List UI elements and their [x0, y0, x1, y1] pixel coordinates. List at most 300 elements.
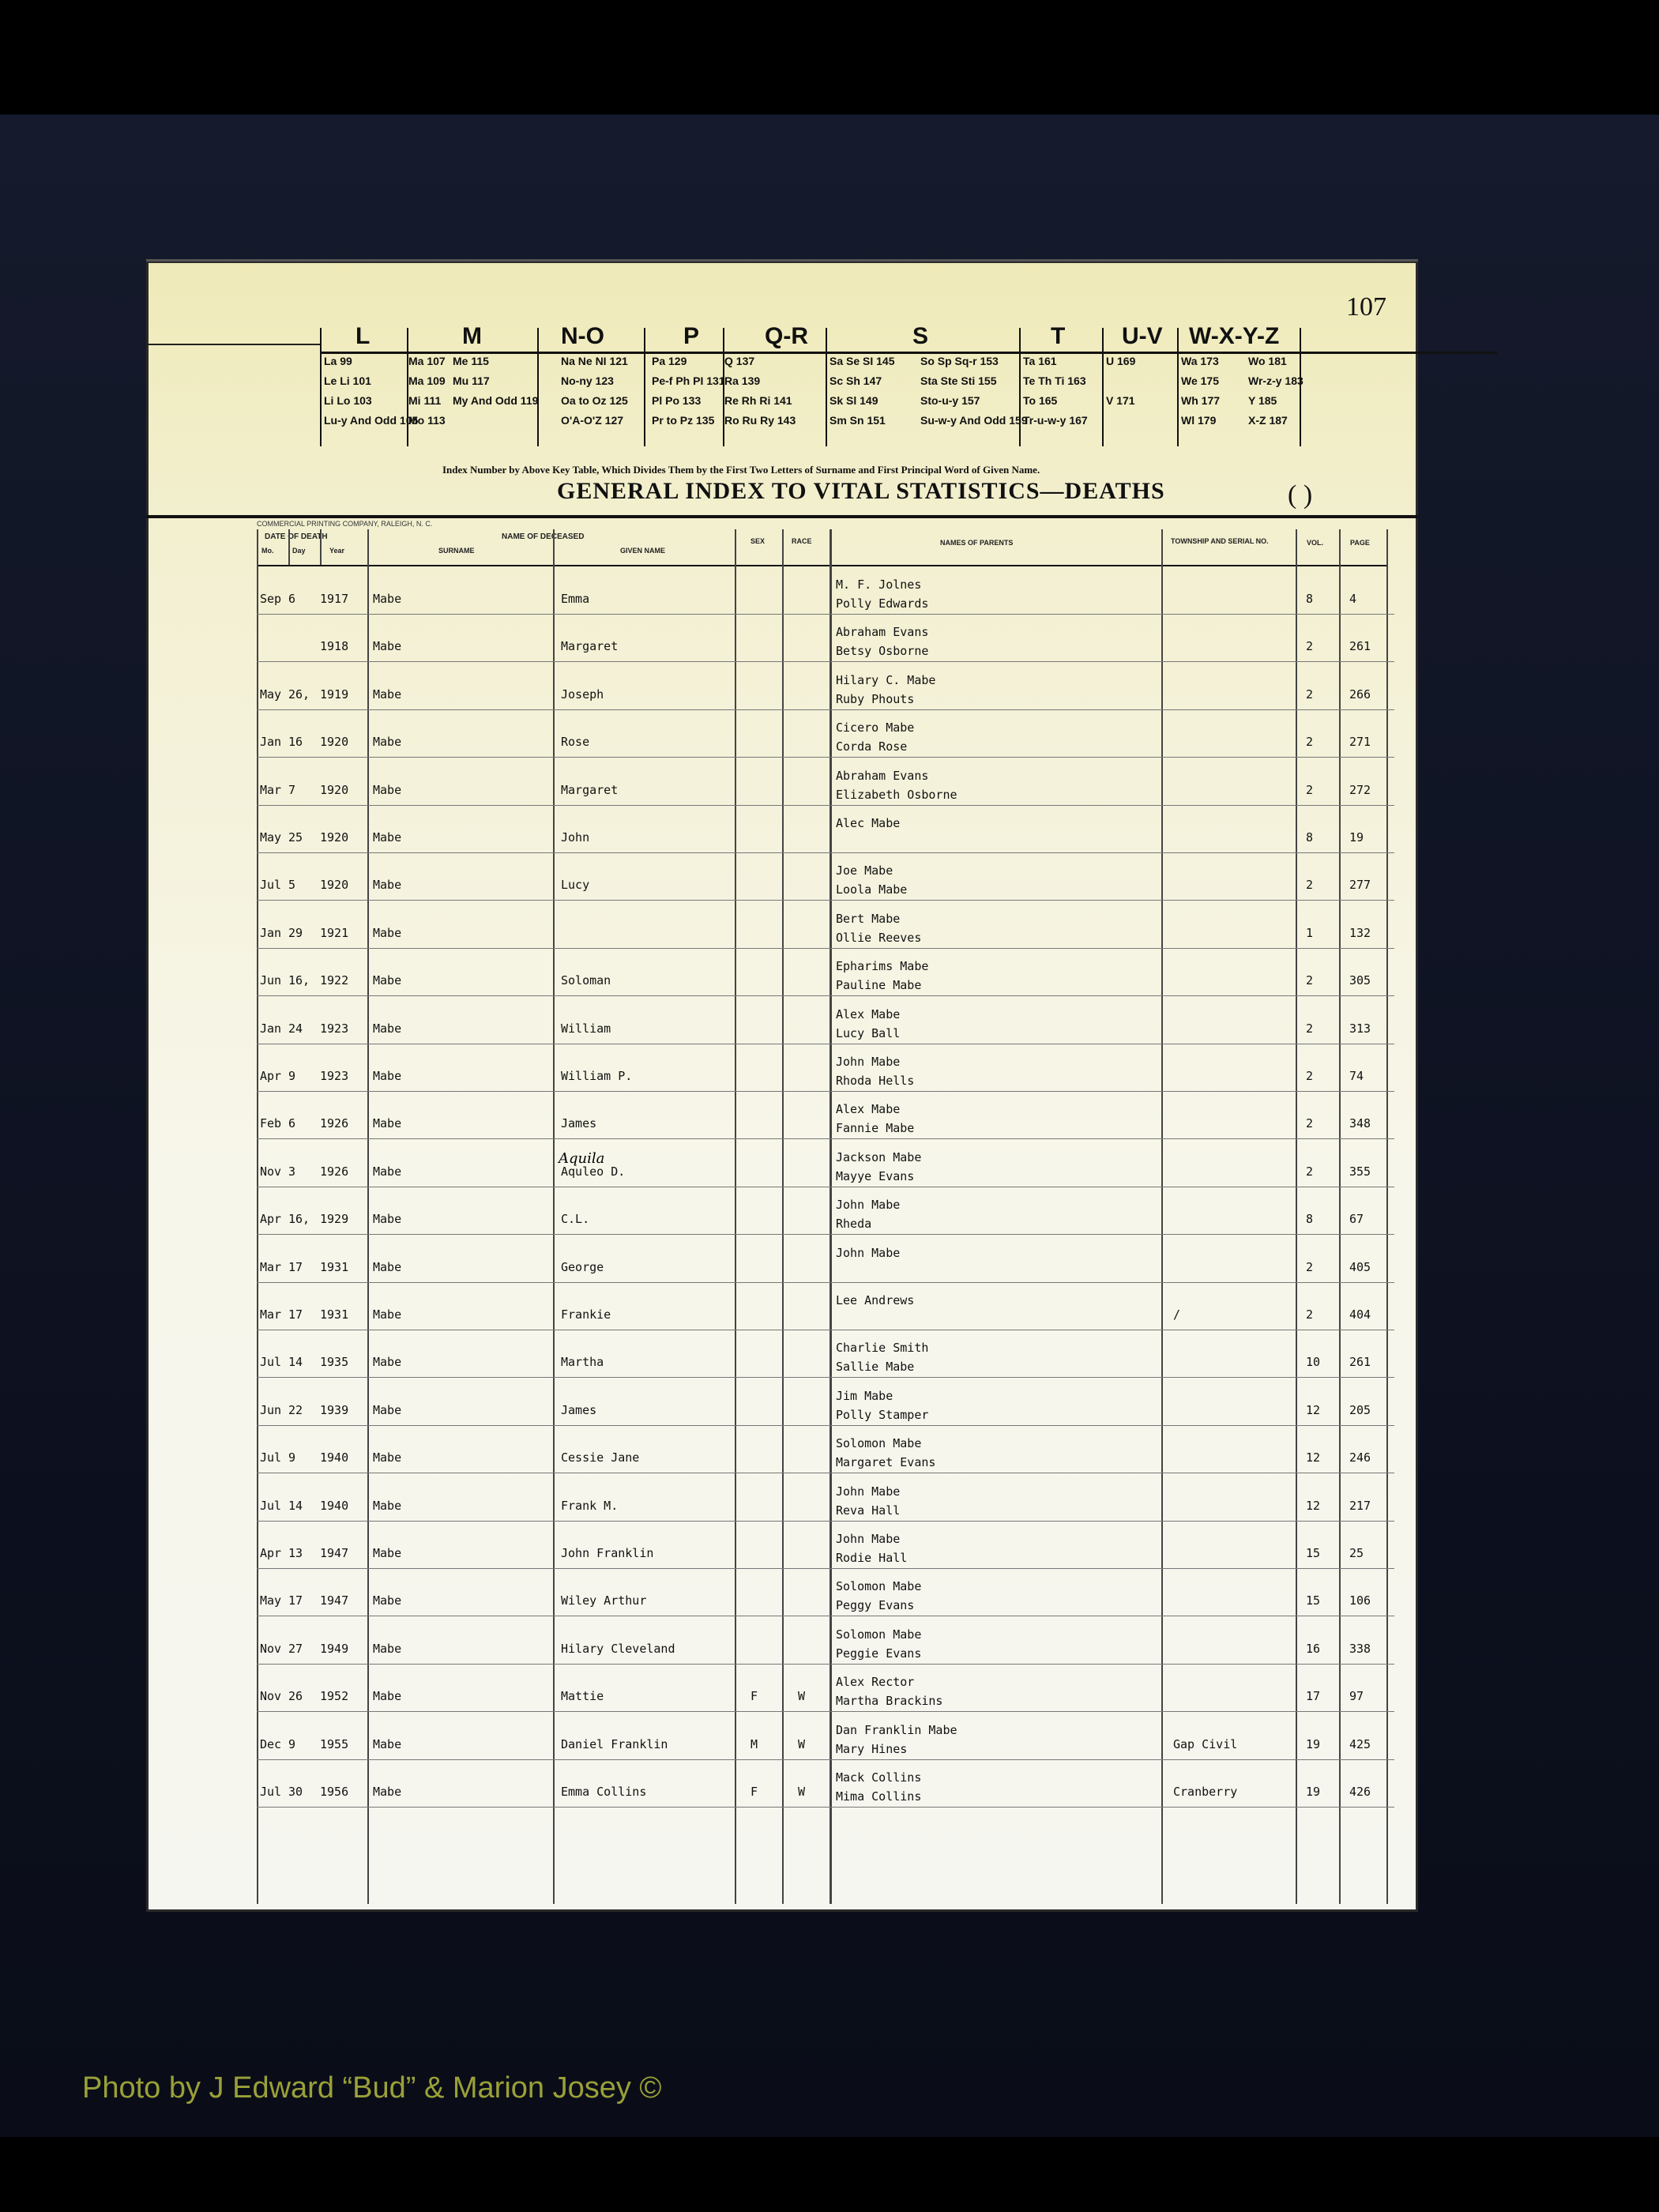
key-cell: Sm Sn 151 [830, 414, 886, 427]
cell-given: James [561, 1116, 597, 1131]
cell-given: Martha [561, 1355, 604, 1370]
key-cell: Wa 173 [1181, 355, 1219, 367]
cell-given: Lucy [561, 878, 590, 893]
header-date [257, 529, 367, 566]
table-row [257, 566, 1394, 615]
cell-given: William P. [561, 1069, 633, 1083]
cell-vol: 12 [1306, 1450, 1321, 1465]
cell-township: Cranberry [1173, 1785, 1238, 1799]
cell-page: 205 [1349, 1402, 1371, 1417]
cell-surname: Mabe [373, 1736, 402, 1751]
cell-parent2: Ollie Reeves [836, 930, 922, 945]
cell-parent1: Hilary C. Mabe [836, 672, 936, 687]
key-cell: Wr-z-y 183 [1248, 374, 1304, 387]
cell-parent1: Abraham Evans [836, 768, 929, 783]
cell-vol: 2 [1306, 973, 1314, 988]
cell-day: 25 [288, 830, 303, 845]
cell-township: / [1173, 1307, 1181, 1322]
cell-parent2: Rodie Hall [836, 1551, 908, 1565]
cell-year: 1947 [320, 1593, 349, 1608]
cell-mo: Jul [260, 1785, 282, 1799]
cell-day: 22 [288, 1402, 303, 1417]
cell-mo: Jul [260, 1355, 282, 1370]
cell-day: 6 [288, 592, 296, 606]
cell-year: 1939 [320, 1402, 349, 1417]
page-number: 107 [1346, 292, 1386, 322]
key-cell: U 169 [1106, 355, 1136, 367]
cell-parent1: Mack Collins [836, 1770, 922, 1785]
key-cell: We 175 [1181, 374, 1219, 387]
key-row [320, 355, 1497, 374]
cell-surname: Mabe [373, 1116, 402, 1131]
cell-page: 338 [1349, 1641, 1371, 1656]
cell-vol: 2 [1306, 1116, 1314, 1131]
cell-mo: Nov [260, 1641, 282, 1656]
header-vol-label: VOL. [1307, 539, 1324, 547]
cell-day: 26 [288, 1689, 303, 1704]
cell-surname: Mabe [373, 1593, 402, 1608]
key-row [320, 414, 1497, 433]
cell-surname: Mabe [373, 1021, 402, 1036]
cell-parent2: Pauline Mabe [836, 978, 922, 993]
cell-vol: 16 [1306, 1641, 1321, 1656]
table-row [257, 1330, 1394, 1378]
cell-mo: Mar [260, 1259, 282, 1274]
cell-surname: Mabe [373, 639, 402, 654]
key-cell: Sto-u-y 157 [920, 394, 980, 407]
cell-day: 17 [288, 1593, 303, 1608]
key-cell: My And Odd 119 [453, 394, 539, 407]
header-page-label: PAGE [1350, 539, 1370, 547]
header-given: GIVEN NAME [620, 547, 666, 555]
cell-given: George [561, 1259, 604, 1274]
cell-race: W [798, 1689, 806, 1704]
index-instruction: Index Number by Above Key Table, Which Divides Them by the First Two Letters of Surname and First Principal Word of Given Name. [442, 464, 1040, 476]
cell-given: Daniel Franklin [561, 1736, 668, 1751]
cell-day: 14 [288, 1498, 303, 1513]
cell-surname: Mabe [373, 1641, 402, 1656]
cell-surname: Mabe [373, 878, 402, 893]
cell-parent2: Margaret Evans [836, 1455, 936, 1470]
cell-page: 74 [1349, 1069, 1364, 1083]
cell-surname: Mabe [373, 1402, 402, 1417]
table-row [257, 758, 1394, 806]
key-row [320, 374, 1497, 393]
cell-mo: Jan [260, 1021, 282, 1036]
cell-page: 405 [1349, 1259, 1371, 1274]
cell-given: Hilary Cleveland [561, 1641, 675, 1656]
cell-surname: Mabe [373, 1785, 402, 1799]
cell-parent2: Ruby Phouts [836, 691, 915, 706]
key-cell: Mi 111 [408, 394, 442, 407]
cell-vol: 2 [1306, 735, 1314, 750]
cell-given: Emma Collins [561, 1785, 647, 1799]
cell-mo: Jan [260, 925, 282, 940]
key-cell: Mu 117 [453, 374, 490, 387]
cell-parent2: Mayye Evans [836, 1168, 915, 1183]
header-vol [1296, 529, 1339, 566]
title-rule [146, 515, 1418, 518]
header-year: Year [329, 547, 345, 555]
cell-surname: Mabe [373, 830, 402, 845]
table-row [257, 1568, 1394, 1616]
cell-day: 17 [288, 1307, 303, 1322]
header-surname: SURNAME [438, 547, 475, 555]
key-cell: So Sp Sq-r 153 [920, 355, 999, 367]
cell-day: 9 [288, 1736, 296, 1751]
cell-vol: 2 [1306, 878, 1314, 893]
key-letter: M [462, 323, 482, 349]
cell-parent2: Mima Collins [836, 1789, 922, 1804]
cell-page: 425 [1349, 1736, 1371, 1751]
key-cell: Sa Se SI 145 [830, 355, 895, 367]
cell-surname: Mabe [373, 1355, 402, 1370]
cell-parent1: Solomon Mabe [836, 1579, 922, 1594]
table-row [257, 1044, 1394, 1092]
cell-vol: 2 [1306, 1164, 1314, 1179]
cell-parent1: Bert Mabe [836, 911, 901, 926]
cell-parent2: Betsy Osborne [836, 644, 929, 659]
cell-mo: Mar [260, 1307, 282, 1322]
cell-year: 1929 [320, 1212, 349, 1227]
cell-year: 1940 [320, 1498, 349, 1513]
cell-vol: 8 [1306, 592, 1314, 606]
cell-parent2: Sallie Mabe [836, 1360, 915, 1375]
printer-imprint: COMMERCIAL PRINTING COMPANY, RALEIGH, N. C. [257, 520, 433, 528]
cell-surname: Mabe [373, 1498, 402, 1513]
cell-parent1: Dan Franklin Mabe [836, 1722, 957, 1737]
cell-mo: Dec [260, 1736, 282, 1751]
key-cell: Oa to Oz 125 [561, 394, 628, 407]
key-cell: To 165 [1023, 394, 1058, 407]
cell-given: C.L. [561, 1212, 590, 1227]
key-cell: Pa 129 [652, 355, 687, 367]
cell-parent2: Mary Hines [836, 1741, 908, 1756]
cell-vol: 8 [1306, 830, 1314, 845]
cell-surname: Mabe [373, 782, 402, 797]
key-cell: Su-w-y And Odd 159 [920, 414, 1028, 427]
header-page [1339, 529, 1386, 566]
key-letter: T [1051, 323, 1066, 349]
cell-year: 1917 [320, 592, 349, 606]
cell-parent1: Epharims Mabe [836, 959, 929, 974]
cell-page: 246 [1349, 1450, 1371, 1465]
cell-page: 4 [1349, 592, 1357, 606]
key-letter: S [912, 323, 929, 349]
page-title: GENERAL INDEX TO VITAL STATISTICS—DEATHS [557, 478, 1165, 504]
cell-vol: 8 [1306, 1212, 1314, 1227]
cell-day: 16, [288, 973, 310, 988]
cell-page: 271 [1349, 735, 1371, 750]
cell-given: John Franklin [561, 1546, 654, 1560]
key-cell: Q 137 [724, 355, 755, 367]
table-row [257, 1616, 1394, 1665]
key-cell: Ma 109 [408, 374, 446, 387]
table-row [257, 1521, 1394, 1569]
cell-page: 106 [1349, 1593, 1371, 1608]
key-cell: Sk Sl 149 [830, 394, 878, 407]
cell-year: 1920 [320, 830, 349, 845]
cell-vol: 2 [1306, 1021, 1314, 1036]
cell-page: 25 [1349, 1546, 1364, 1560]
cell-mo: May [260, 830, 282, 845]
cell-year: 1923 [320, 1021, 349, 1036]
cell-given: William [561, 1021, 611, 1036]
key-cell: Ta 161 [1023, 355, 1057, 367]
key-cell: Mo 113 [408, 414, 446, 427]
table-row [257, 1473, 1394, 1522]
cell-vol: 19 [1306, 1736, 1321, 1751]
cell-parent2: Corda Rose [836, 739, 908, 754]
cell-vol: 12 [1306, 1498, 1321, 1513]
cell-year: 1926 [320, 1164, 349, 1179]
key-letter: P [683, 323, 700, 349]
page-top-edge [146, 259, 1418, 261]
table-row [257, 805, 1394, 853]
key-row [320, 394, 1497, 413]
cell-day: 17 [288, 1259, 303, 1274]
cell-parent1: Alex Rector [836, 1675, 915, 1690]
cell-given: Joseph [561, 687, 604, 702]
cell-parent2: Elizabeth Osborne [836, 787, 957, 802]
table-row [257, 614, 1394, 662]
cell-given: Soloman [561, 973, 611, 988]
cell-vol: 12 [1306, 1402, 1321, 1417]
cell-given: Wiley Arthur [561, 1593, 647, 1608]
cell-parent1: John Mabe [836, 1484, 901, 1499]
header-name [367, 529, 735, 566]
cell-surname: Mabe [373, 735, 402, 750]
cell-mo: May [260, 1593, 282, 1608]
table-row [257, 1091, 1394, 1139]
table-row [257, 901, 1394, 949]
cell-given: John [561, 830, 590, 845]
cell-mo: Jul [260, 1498, 282, 1513]
cell-surname: Mabe [373, 592, 402, 606]
header-name-label: NAME OF DECEASED [502, 532, 585, 541]
cell-mo: Jul [260, 878, 282, 893]
cell-parent1: Cicero Mabe [836, 720, 915, 735]
cell-year: 1920 [320, 782, 349, 797]
cell-mo: May [260, 687, 282, 702]
records-table [257, 529, 1394, 1904]
cell-year: 1923 [320, 1069, 349, 1083]
key-table [320, 323, 1497, 427]
cell-vol: 19 [1306, 1785, 1321, 1799]
cell-surname: Mabe [373, 1307, 402, 1322]
header-mo: Mo. [261, 547, 274, 555]
key-cell: Sta Ste Sti 155 [920, 374, 997, 387]
cell-year: 1921 [320, 925, 349, 940]
cell-surname: Mabe [373, 1450, 402, 1465]
cell-page: 277 [1349, 878, 1371, 893]
header-day: Day [292, 547, 306, 555]
table-row [257, 709, 1394, 758]
cell-day: 29 [288, 925, 303, 940]
cell-parent1: Jackson Mabe [836, 1149, 922, 1164]
cell-day: 9 [288, 1069, 296, 1083]
key-cell: Li Lo 103 [324, 394, 372, 407]
cell-vol: 15 [1306, 1593, 1321, 1608]
cell-year: 1952 [320, 1689, 349, 1704]
cell-parent1: John Mabe [836, 1055, 901, 1069]
key-letter: L [356, 323, 371, 349]
cell-mo: Apr [260, 1069, 282, 1083]
cell-surname: Mabe [373, 973, 402, 988]
cell-day: 26, [288, 687, 310, 702]
cell-surname: Mabe [373, 1259, 402, 1274]
cell-mo: Jan [260, 735, 282, 750]
key-cell: V 171 [1106, 394, 1135, 407]
key-body [320, 355, 1497, 442]
cell-mo: Jul [260, 1450, 282, 1465]
cell-sex: F [750, 1689, 758, 1704]
cell-parent1: M. F. Jolnes [836, 577, 922, 592]
cell-parent2: Polly Edwards [836, 596, 929, 611]
table-row [257, 1139, 1394, 1187]
cell-surname: Mabe [373, 1546, 402, 1560]
cell-given: Frank M. [561, 1498, 619, 1513]
cell-mo: Feb [260, 1116, 282, 1131]
cell-vol: 15 [1306, 1546, 1321, 1560]
cell-race: W [798, 1785, 806, 1799]
cell-page: 404 [1349, 1307, 1371, 1322]
cell-surname: Mabe [373, 687, 402, 702]
key-cell: O'A-O'Z 127 [561, 414, 624, 427]
cell-parent1: Abraham Evans [836, 625, 929, 640]
key-cell: Sc Sh 147 [830, 374, 882, 387]
cell-page: 19 [1349, 830, 1364, 845]
cell-page: 355 [1349, 1164, 1371, 1179]
key-cell: Wo 181 [1248, 355, 1287, 367]
cell-given: Aquleo D. [561, 1164, 626, 1179]
table-row [257, 1187, 1394, 1235]
key-letter: N-O [561, 323, 604, 349]
header-race-label: RACE [792, 537, 812, 545]
table-row [257, 1759, 1394, 1808]
cell-page: 261 [1349, 639, 1371, 654]
key-letter: Q-R [765, 323, 808, 349]
title-parenthesis: ( ) [1288, 480, 1313, 510]
cell-page: 266 [1349, 687, 1371, 702]
table-row [257, 1664, 1394, 1712]
key-cell: X-Z 187 [1248, 414, 1288, 427]
cell-surname: Mabe [373, 1212, 402, 1227]
cell-page: 272 [1349, 782, 1371, 797]
cell-page: 217 [1349, 1498, 1371, 1513]
cell-parent1: Alex Mabe [836, 1006, 901, 1021]
cell-parent1: John Mabe [836, 1245, 901, 1260]
cell-parent1: Alex Mabe [836, 1102, 901, 1117]
photo-credit: Photo by J Edward “Bud” & Marion Josey © [82, 2071, 662, 2105]
cell-page: 97 [1349, 1689, 1364, 1704]
cell-page: 67 [1349, 1212, 1364, 1227]
cell-year: 1947 [320, 1546, 349, 1560]
cell-mo: Jun [260, 973, 282, 988]
cell-given: James [561, 1402, 597, 1417]
cell-year: 1935 [320, 1355, 349, 1370]
cell-parent2: Reva Hall [836, 1503, 901, 1518]
cell-vol: 2 [1306, 687, 1314, 702]
cell-parent2: Polly Stamper [836, 1407, 929, 1422]
cell-parent1: John Mabe [836, 1198, 901, 1213]
cell-given: Cessie Jane [561, 1450, 640, 1465]
key-cell: Lu-y And Odd 105 [324, 414, 419, 427]
cell-day: 24 [288, 1021, 303, 1036]
cell-sex: F [750, 1785, 758, 1799]
cell-vol: 2 [1306, 1259, 1314, 1274]
cell-vol: 2 [1306, 639, 1314, 654]
table-row [257, 662, 1394, 710]
key-cell: Tr-u-w-y 167 [1023, 414, 1088, 427]
cell-surname: Mabe [373, 925, 402, 940]
header-sex [735, 529, 782, 566]
cell-township: Gap Civil [1173, 1736, 1238, 1751]
index-page [146, 261, 1418, 1912]
cell-given: Emma [561, 592, 590, 606]
table-row [257, 1282, 1394, 1330]
cell-page: 348 [1349, 1116, 1371, 1131]
cell-page: 426 [1349, 1785, 1371, 1799]
cell-vol: 2 [1306, 1069, 1314, 1083]
cell-mo: Apr [260, 1546, 282, 1560]
header-date-label: DATE OF DEATH [265, 532, 328, 541]
cell-page: 313 [1349, 1021, 1371, 1036]
cell-parent1: Joe Mabe [836, 863, 893, 878]
cell-vol: 2 [1306, 782, 1314, 797]
cell-day: 3 [288, 1164, 296, 1179]
cell-mo: Sep [260, 592, 282, 606]
cell-parent1: John Mabe [836, 1532, 901, 1546]
cell-parent2: Rheda [836, 1217, 872, 1232]
table-row [257, 1425, 1394, 1473]
cell-mo: Jun [260, 1402, 282, 1417]
cell-given: Rose [561, 735, 590, 750]
cell-page: 305 [1349, 973, 1371, 988]
cell-day: 16, [288, 1212, 310, 1227]
cell-year: 1949 [320, 1641, 349, 1656]
cell-vol: 1 [1306, 925, 1314, 940]
cell-year: 1918 [320, 639, 349, 654]
cell-parent1: Solomon Mabe [836, 1627, 922, 1642]
cell-parent2: Fannie Mabe [836, 1121, 915, 1136]
cell-surname: Mabe [373, 1069, 402, 1083]
key-letter: W-X-Y-Z [1189, 323, 1280, 349]
cell-parent2: Rhoda Hells [836, 1074, 915, 1088]
table-row [257, 1235, 1394, 1283]
cell-mo: Nov [260, 1164, 282, 1179]
cell-day: 9 [288, 1450, 296, 1465]
cell-year: 1919 [320, 687, 349, 702]
header-race [782, 529, 830, 566]
key-cell: Wl 179 [1181, 414, 1217, 427]
cell-vol: 17 [1306, 1689, 1321, 1704]
table-row [257, 852, 1394, 901]
cell-parent1: Charlie Smith [836, 1341, 929, 1356]
cell-mo: Apr [260, 1212, 282, 1227]
cell-day: 27 [288, 1641, 303, 1656]
cell-parent1: Jim Mabe [836, 1388, 893, 1403]
key-cell: Le Li 101 [324, 374, 371, 387]
cell-year: 1931 [320, 1307, 349, 1322]
cell-mo: Mar [260, 782, 282, 797]
header-parents-label: NAMES OF PARENTS [940, 539, 1014, 547]
key-cell: Na Ne NI 121 [561, 355, 628, 367]
cell-parent2: Martha Brackins [836, 1694, 943, 1709]
table-row [257, 996, 1394, 1044]
key-cell: Ro Ru Ry 143 [724, 414, 796, 427]
key-cell: Ma 107 [408, 355, 446, 367]
